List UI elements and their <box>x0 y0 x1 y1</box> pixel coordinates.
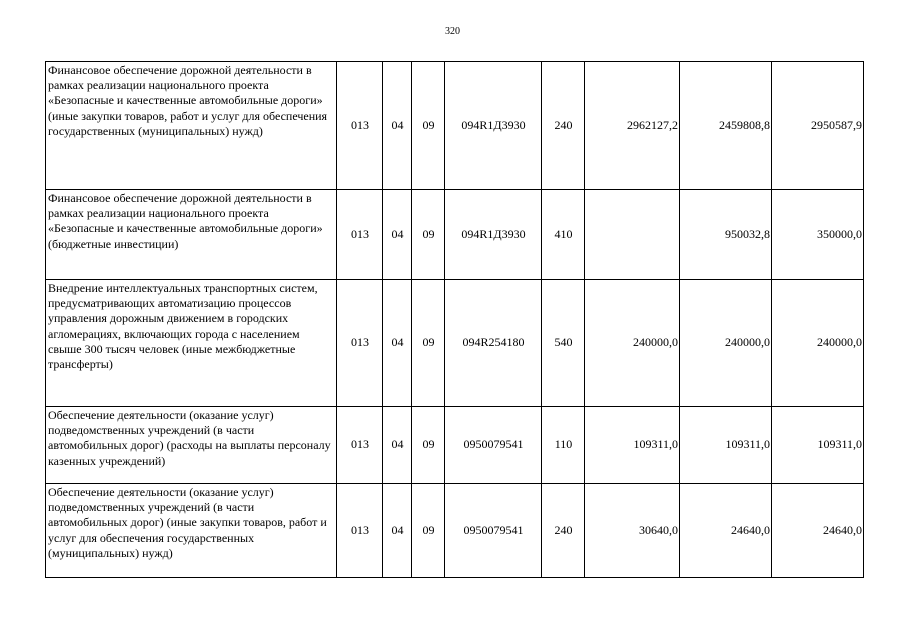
page-number: 320 <box>445 26 460 37</box>
amount-year-3: 109311,0 <box>772 407 864 484</box>
section-code: 04 <box>383 484 412 578</box>
table-row <box>46 190 864 280</box>
subsection-code: 09 <box>412 484 445 578</box>
amount-year-2: 24640,0 <box>680 484 772 578</box>
ministry-code: 013 <box>337 190 383 280</box>
expense-type-code: 240 <box>542 62 585 190</box>
table-row <box>46 484 864 578</box>
table-row <box>46 62 864 190</box>
amount-year-1: 2962127,2 <box>585 62 680 190</box>
section-code: 04 <box>383 62 412 190</box>
amount-year-1: 30640,0 <box>585 484 680 578</box>
expense-type-code: 110 <box>542 407 585 484</box>
amount-year-3: 2950587,9 <box>772 62 864 190</box>
subsection-code: 09 <box>412 407 445 484</box>
expense-type-code: 540 <box>542 280 585 407</box>
subsection-code: 09 <box>412 62 445 190</box>
expense-name: Финансовое обеспечение дорожной деятельности в рамках реализации национального проекта «Безопасные и качественные автомобильные дороги» (бюджетные инвестиции) <box>46 190 337 280</box>
amount-year-1: 240000,0 <box>585 280 680 407</box>
ministry-code: 013 <box>337 484 383 578</box>
amount-year-3: 24640,0 <box>772 484 864 578</box>
target-article-code: 0950079541 <box>445 407 542 484</box>
target-article-code: 094R254180 <box>445 280 542 407</box>
table-row <box>46 280 864 407</box>
expense-name: Обеспечение деятельности (оказание услуг) подведомственных учреждений (в части автомобильных дорог) (расходы на выплаты персоналу казенных учреждений) <box>46 407 337 484</box>
subsection-code: 09 <box>412 280 445 407</box>
amount-year-1 <box>585 190 680 280</box>
expense-type-code: 240 <box>542 484 585 578</box>
ministry-code: 013 <box>337 407 383 484</box>
section-code: 04 <box>383 190 412 280</box>
expense-name: Внедрение интеллектуальных транспортных систем, предусматривающих автоматизацию процессов управления дорожным движением в городских агломерациях, включающих города с населением свыше 300 тысяч человек (иные межбюджетные трансферты) <box>46 280 337 407</box>
amount-year-1: 109311,0 <box>585 407 680 484</box>
expense-type-code: 410 <box>542 190 585 280</box>
amount-year-3: 350000,0 <box>772 190 864 280</box>
target-article-code: 094R1Д3930 <box>445 62 542 190</box>
amount-year-2: 950032,8 <box>680 190 772 280</box>
amount-year-3: 240000,0 <box>772 280 864 407</box>
amount-year-2: 2459808,8 <box>680 62 772 190</box>
expense-name: Финансовое обеспечение дорожной деятельности в рамках реализации национального проекта «Безопасные и качественные автомобильные дороги» (иные закупки товаров, работ и услуг для обеспечения государственных (муниципальных) нужд) <box>46 62 337 190</box>
amount-year-2: 240000,0 <box>680 280 772 407</box>
section-code: 04 <box>383 407 412 484</box>
budget-table <box>45 61 864 578</box>
expense-name: Обеспечение деятельности (оказание услуг) подведомственных учреждений (в части автомобильных дорог) (иные закупки товаров, работ и услуг для обеспечения государственных (муниципальных) нужд) <box>46 484 337 578</box>
target-article-code: 094R1Д3930 <box>445 190 542 280</box>
subsection-code: 09 <box>412 190 445 280</box>
ministry-code: 013 <box>337 62 383 190</box>
amount-year-2: 109311,0 <box>680 407 772 484</box>
table-row <box>46 407 864 484</box>
section-code: 04 <box>383 280 412 407</box>
target-article-code: 0950079541 <box>445 484 542 578</box>
ministry-code: 013 <box>337 280 383 407</box>
